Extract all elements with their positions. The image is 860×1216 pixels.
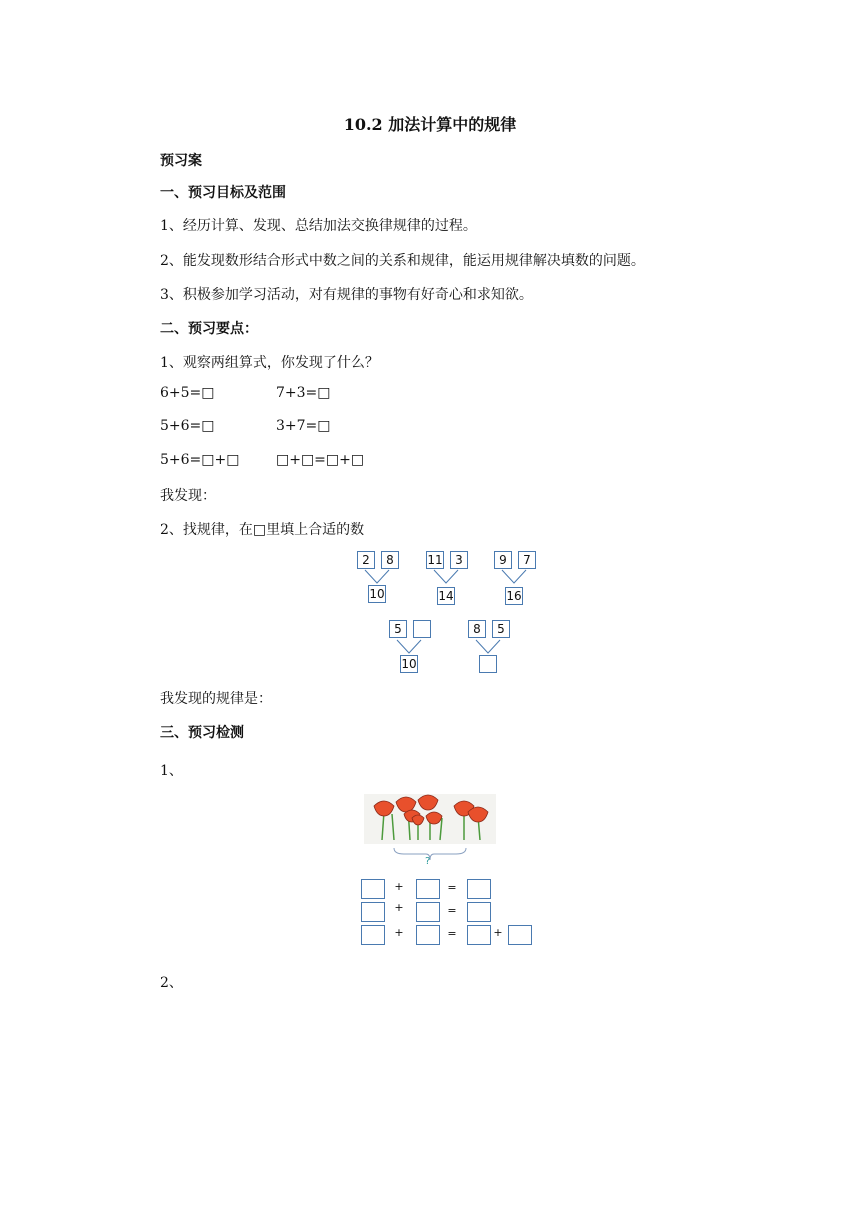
equation-right: 7+3=□: [276, 385, 331, 401]
answer-box[interactable]: [416, 879, 440, 899]
answer-box[interactable]: [416, 925, 440, 945]
plus-sign: +: [493, 926, 503, 939]
equals-sign: =: [447, 904, 457, 917]
answer-box[interactable]: [467, 879, 491, 899]
question-2: 2、找规律，在□里填上合适的数: [160, 522, 365, 538]
question-1: 1、观察两组算式，你发现了什么？: [160, 355, 379, 371]
tree-top-box[interactable]: 7: [518, 551, 536, 569]
tree-sum-box[interactable]: [479, 655, 497, 673]
tree-top-box[interactable]: 2: [357, 551, 375, 569]
tree-sum-box[interactable]: 10: [369, 587, 385, 601]
tree-top-box[interactable]: 3: [450, 551, 468, 569]
heading-goals: 一、预习目标及范围: [160, 185, 286, 201]
document-title: 10.2 加法计算中的规律: [343, 115, 517, 134]
tree-top-box[interactable]: 11: [427, 553, 443, 567]
section-label: 预习案: [160, 153, 202, 169]
goal-item: 2、能发现数形结合形式中数之间的关系和规律，能运用规律解决填数的问题。: [160, 253, 645, 269]
tree-top-box[interactable]: 5: [492, 620, 510, 638]
answer-box[interactable]: [416, 902, 440, 922]
goal-item: 3、积极参加学习活动，对有规律的事物有好奇心和求知欲。: [160, 287, 533, 303]
plus-sign: +: [394, 901, 404, 914]
tree-top-box[interactable]: 9: [494, 551, 512, 569]
answer-box[interactable]: [467, 902, 491, 922]
equation-left: 5+6=□+□: [160, 452, 240, 468]
test-item-2: 2、: [160, 975, 183, 991]
goal-item: 1、经历计算、发现、总结加法交换律规律的过程。: [160, 218, 477, 234]
tree-sum-box[interactable]: 14: [438, 589, 454, 603]
answer-box[interactable]: [361, 925, 385, 945]
plus-sign: +: [394, 926, 404, 939]
equation-right: □+□=□+□: [276, 452, 365, 468]
flower-question-mark: ?: [425, 856, 431, 867]
test-item-1: 1、: [160, 763, 183, 779]
heading-test: 三、预习检测: [160, 725, 244, 741]
tree-top-box[interactable]: 8: [381, 551, 399, 569]
answer-box[interactable]: [508, 925, 532, 945]
answer-box[interactable]: [361, 902, 385, 922]
found-rule-prompt: 我发现的规律是：: [160, 691, 272, 707]
tree-top-box[interactable]: [413, 620, 431, 638]
equation-left: 6+5=□: [160, 385, 215, 401]
equation-left: 5+6=□: [160, 418, 215, 434]
equation-right: 3+7=□: [276, 418, 331, 434]
heading-keypoints: 二、预习要点：: [160, 321, 258, 337]
plus-sign: +: [394, 880, 404, 893]
equals-sign: =: [447, 927, 457, 940]
answer-box[interactable]: [361, 879, 385, 899]
found-prompt: 我发现：: [160, 488, 216, 504]
tree-sum-box[interactable]: 16: [506, 589, 522, 603]
tree-sum-box[interactable]: 10: [401, 657, 417, 671]
tree-top-box[interactable]: 8: [468, 620, 486, 638]
tree-top-box[interactable]: 5: [389, 620, 407, 638]
equals-sign: =: [447, 881, 457, 894]
